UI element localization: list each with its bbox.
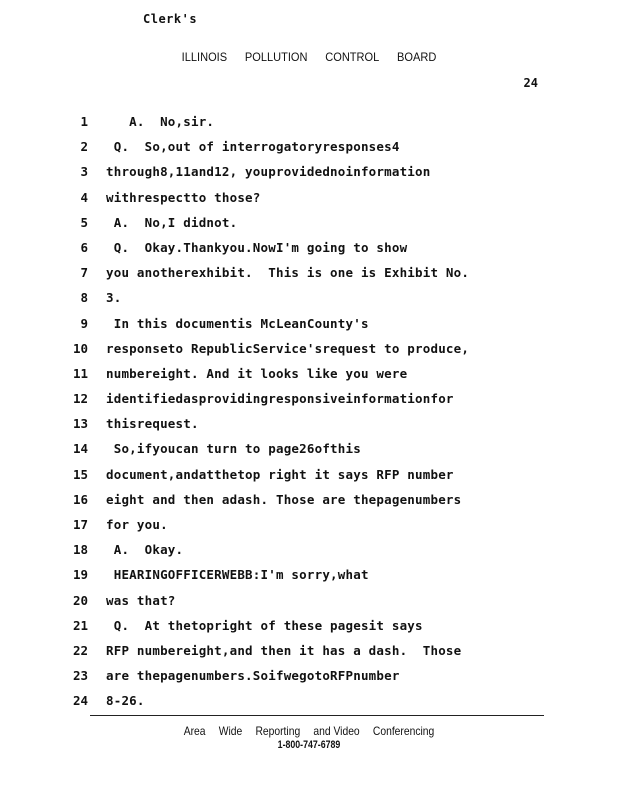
transcript-line [0,591,618,616]
line-text: 8-26. [106,693,145,709]
line-number: 1 [80,114,88,129]
line-number: 5 [80,214,88,230]
footer-phone: 1-800-747-6789 [277,739,341,751]
line-number: 21 [72,617,88,633]
header-word: CONTROL [325,50,380,64]
line-text: Q. Okay.Thankyou.NowI'm going to show [106,239,408,255]
transcript-lines [0,112,618,717]
transcript-line [0,263,618,288]
transcript-line [0,112,618,137]
header-word: ILLINOIS [181,50,228,64]
transcript-line [0,364,618,389]
line-text: responseto RepublicService'srequest to produce, [106,340,470,356]
transcript-line [0,641,618,666]
line-text: A. No,I didnot. [106,214,238,230]
line-number: 4 [80,189,88,205]
line-text: In this documentis McLeanCounty's [106,315,369,331]
footer-word: Reporting [255,724,301,738]
footer-word: Wide [218,724,243,738]
footer-company [43,724,574,738]
line-number: 12 [72,391,88,407]
transcript-line [0,238,618,263]
line-number: 9 [80,315,88,331]
line-text: thisrequest. [106,416,199,432]
line-number: 17 [72,517,88,532]
line-number: 3 [80,164,88,180]
line-text: you anotherexhibit. This is one is Exhibit No. [106,265,470,281]
line-text: for you. [106,517,168,532]
transcript-line [0,565,618,590]
line-text: A. No,sir. [106,114,215,129]
transcript-line [0,540,618,565]
transcript-line [0,339,618,364]
line-number: 16 [72,491,88,507]
line-number: 11 [72,365,88,381]
line-text: RFP numbereight,and then it has a dash. Those [106,642,462,658]
line-number: 13 [72,416,88,432]
line-text: was that? [106,592,176,608]
footer-word: and Video [313,724,360,738]
header-word: POLLUTION [244,50,308,64]
board-header [25,50,594,64]
line-text: Q. At thetopright of these pagesit says [106,617,423,633]
line-number: 24 [72,693,88,709]
transcript-line [0,137,618,162]
header-word: BOARD [397,50,437,64]
line-text: numbereight. And it looks like you were [106,365,408,381]
transcript-line [0,213,618,238]
line-number: 20 [72,592,88,608]
line-number: 6 [80,239,88,255]
line-number: 10 [72,340,88,356]
transcript-line [0,314,618,339]
transcript-line [0,389,618,414]
line-text: document,andatthetop right it says RFP number [106,466,454,482]
line-number: 18 [72,542,88,558]
transcript-line [0,162,618,187]
line-number: 2 [80,139,88,155]
transcript-line [0,414,618,439]
line-text: HEARINGOFFICERWEBB:I'm sorry,what [106,567,369,583]
line-text: identifiedasprovidingresponsiveinformationfor [106,391,454,407]
transcript-line [0,515,618,540]
line-number: 7 [80,265,88,281]
line-text: withrespectto those? [106,189,261,205]
transcript-line [0,439,618,464]
line-text: Q. So,out of interrogatoryresponses4 [106,139,400,155]
footer-word: Conferencing [372,724,435,738]
line-number: 8 [80,290,88,306]
line-text: eight and then adash. Those are thepagenumbers [106,491,462,507]
footer-word: Area [183,724,206,738]
line-text: 3. [106,290,122,306]
transcript-line [0,691,618,716]
line-number: 14 [72,441,88,457]
clerk-stamp: Clerk's [143,12,198,26]
line-text: A. Okay. [106,542,184,558]
transcript-line [0,465,618,490]
line-text: through8,11and12, youprovidednoinformation [106,164,431,180]
transcript-line [0,666,618,691]
footer-divider [90,715,544,716]
line-number: 22 [72,642,88,658]
line-text: So,ifyoucan turn to page26ofthis [106,441,361,457]
transcript-line [0,188,618,213]
transcript-line [0,616,618,641]
transcript-line [0,490,618,515]
line-text: are thepagenumbers.SoifwegotoRFPnumber [106,668,400,684]
line-number: 23 [72,668,88,684]
line-number: 19 [72,567,88,583]
transcript-line [0,288,618,313]
page-number: 24 [523,76,538,90]
line-number: 15 [72,466,88,482]
